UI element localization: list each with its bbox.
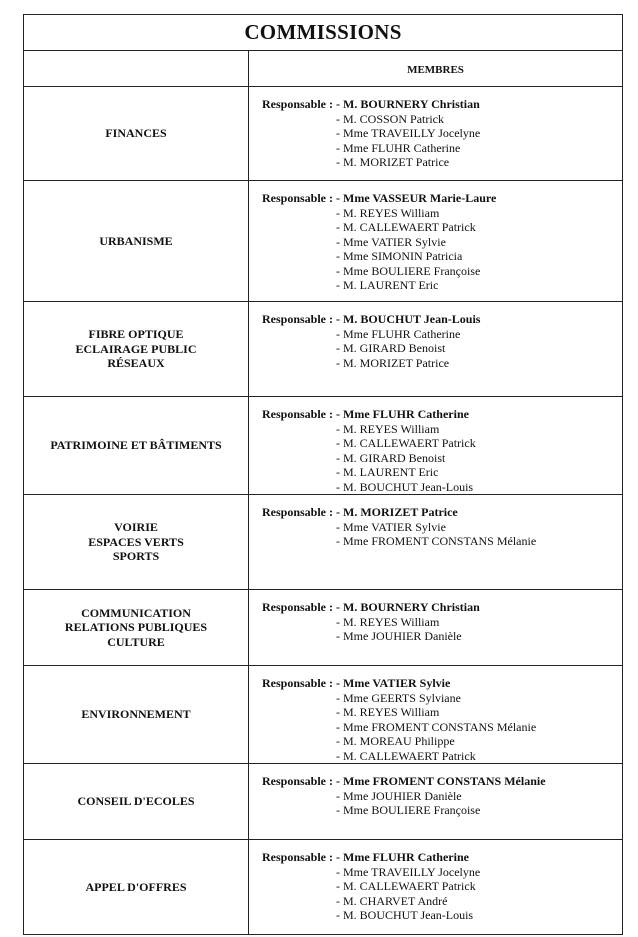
commission-name-line: CULTURE bbox=[107, 634, 165, 649]
responsable-label: Responsable : bbox=[261, 191, 333, 205]
commission-members bbox=[249, 302, 623, 397]
commission-name bbox=[24, 666, 249, 764]
member-name: - M. CALLEWAERT Patrick bbox=[336, 879, 476, 893]
commission-name-line: FINANCES bbox=[105, 126, 167, 141]
commission-name bbox=[24, 840, 249, 935]
commission-members bbox=[249, 87, 623, 181]
commission-name-line: COMMUNICATION bbox=[81, 605, 191, 620]
member-name: - M. MORIZET Patrice bbox=[336, 355, 450, 370]
responsable-row bbox=[249, 505, 622, 520]
commission-row bbox=[24, 87, 623, 181]
commission-members bbox=[249, 666, 623, 764]
commission-members bbox=[249, 840, 623, 935]
responsable-name: - Mme FROMENT CONSTANS Mélanie bbox=[336, 774, 546, 788]
commission-row bbox=[24, 302, 623, 397]
commission-members bbox=[249, 495, 623, 590]
commission-row bbox=[24, 181, 623, 302]
member-name: - M. CALLEWAERT Patrick bbox=[336, 436, 476, 450]
member-name: - Mme FROMENT CONSTANS Mélanie bbox=[336, 719, 537, 734]
responsable-row bbox=[249, 676, 622, 691]
responsable-name: - Mme VASSEUR Marie-Laure bbox=[336, 191, 497, 205]
title-row bbox=[24, 15, 623, 51]
commission-name-line: VOIRIE bbox=[114, 520, 158, 535]
member-name: - M. REYES William bbox=[336, 614, 440, 629]
responsable-label: Responsable : bbox=[261, 97, 333, 111]
responsable-label: Responsable : bbox=[261, 407, 333, 421]
member-name: - M. CHARVET André bbox=[336, 893, 448, 908]
responsable-row bbox=[249, 191, 622, 206]
responsable-label: Responsable : bbox=[261, 850, 333, 864]
commission-name-line: PATRIMOINE ET BÂTIMENTS bbox=[50, 438, 222, 453]
member-name: - M. MOREAU Philippe bbox=[336, 734, 455, 748]
member-name: - M. GIRARD Benoist bbox=[336, 450, 446, 465]
member-name: - Mme FLUHR Catherine bbox=[336, 326, 461, 341]
responsable-row bbox=[249, 850, 622, 865]
commission-members bbox=[249, 181, 623, 302]
member-name: - M. LAURENT Eric bbox=[336, 278, 439, 292]
header-empty-cell bbox=[24, 51, 249, 87]
member-name: - Mme FROMENT CONSTANS Mélanie bbox=[336, 534, 537, 548]
commission-name bbox=[24, 181, 249, 302]
member-name: - M. MORIZET Patrice bbox=[336, 155, 450, 169]
commission-row bbox=[24, 590, 623, 666]
commission-row bbox=[24, 397, 623, 495]
member-name: - M. COSSON Patrick bbox=[336, 111, 445, 126]
responsable-row bbox=[249, 774, 622, 789]
commission-name bbox=[24, 87, 249, 181]
commission-name bbox=[24, 495, 249, 590]
commission-members bbox=[249, 764, 623, 840]
responsable-row bbox=[249, 97, 622, 112]
member-name: - M. CALLEWAERT Patrick bbox=[336, 220, 476, 234]
commission-name-line: RÉSEAUX bbox=[107, 356, 165, 371]
responsable-label: Responsable : bbox=[261, 505, 333, 519]
responsable-name: - M. BOURNERY Christian bbox=[336, 97, 480, 111]
commissions-table bbox=[23, 14, 623, 935]
header-row bbox=[24, 51, 623, 87]
responsable-name: - M. BOUCHUT Jean-Louis bbox=[336, 312, 481, 326]
responsable-name: - Mme FLUHR Catherine bbox=[336, 407, 469, 421]
page-title: COMMISSIONS bbox=[24, 15, 623, 51]
commission-name-line: ECLAIRAGE PUBLIC bbox=[75, 341, 197, 356]
commission-name bbox=[24, 764, 249, 840]
responsable-label: Responsable : bbox=[261, 312, 333, 326]
responsable-name: - M. MORIZET Patrice bbox=[336, 505, 458, 519]
members-column-header: MEMBRES bbox=[249, 51, 623, 87]
member-name: - M. CALLEWAERT Patrick bbox=[336, 748, 476, 763]
commission-row bbox=[24, 666, 623, 764]
commissions-document bbox=[23, 14, 622, 935]
responsable-name: - Mme VATIER Sylvie bbox=[336, 676, 451, 690]
commission-name-line: ESPACES VERTS bbox=[88, 534, 184, 549]
responsable-label: Responsable : bbox=[261, 600, 333, 614]
responsable-row bbox=[249, 407, 622, 422]
responsable-row bbox=[249, 600, 622, 615]
commission-members bbox=[249, 397, 623, 495]
commission-row bbox=[24, 840, 623, 935]
commission-name-line: APPEL D'OFFRES bbox=[85, 879, 187, 894]
member-name: - M. REYES William bbox=[336, 705, 440, 719]
commission-name bbox=[24, 397, 249, 495]
member-name: - Mme FLUHR Catherine bbox=[336, 140, 461, 155]
commission-name-line: CONSEIL D'ECOLES bbox=[77, 794, 195, 809]
member-name: - Mme SIMONIN Patricia bbox=[336, 249, 463, 263]
member-name: - M. BOUCHUT Jean-Louis bbox=[336, 479, 474, 494]
member-name: - Mme VATIER Sylvie bbox=[336, 234, 446, 249]
commission-name bbox=[24, 302, 249, 397]
member-name: - M. GIRARD Benoist bbox=[336, 341, 446, 355]
member-name: - Mme BOULIERE Françoise bbox=[336, 803, 481, 817]
responsable-name: - Mme FLUHR Catherine bbox=[336, 850, 469, 864]
member-name: - M. REYES William bbox=[336, 205, 440, 220]
commission-name-line: FIBRE OPTIQUE bbox=[88, 327, 184, 342]
responsable-row bbox=[249, 312, 622, 327]
member-name: - M. REYES William bbox=[336, 421, 440, 436]
commission-name bbox=[24, 590, 249, 666]
commission-row bbox=[24, 495, 623, 590]
responsable-label: Responsable : bbox=[261, 676, 333, 690]
commission-name-line: URBANISME bbox=[99, 233, 173, 248]
member-name: - M. LAURENT Eric bbox=[336, 465, 439, 479]
member-name: - Mme TRAVEILLY Jocelyne bbox=[336, 126, 481, 140]
member-name: - Mme BOULIERE Françoise bbox=[336, 263, 481, 278]
member-name: - M. BOUCHUT Jean-Louis bbox=[336, 908, 474, 922]
commission-name-line: RELATIONS PUBLIQUES bbox=[64, 620, 208, 635]
member-name: - Mme TRAVEILLY Jocelyne bbox=[336, 864, 481, 879]
responsable-label: Responsable : bbox=[261, 774, 333, 788]
responsable-name: - M. BOURNERY Christian bbox=[336, 600, 480, 614]
member-name: - Mme JOUHIER Danièle bbox=[336, 788, 462, 803]
commission-row bbox=[24, 764, 623, 840]
commission-name-line: ENVIRONNEMENT bbox=[81, 707, 191, 722]
commission-name-line: SPORTS bbox=[112, 549, 160, 564]
member-name: - Mme JOUHIER Danièle bbox=[336, 629, 462, 643]
member-name: - Mme GEERTS Sylviane bbox=[336, 690, 461, 705]
commission-members bbox=[249, 590, 623, 666]
member-name: - Mme VATIER Sylvie bbox=[336, 519, 446, 534]
